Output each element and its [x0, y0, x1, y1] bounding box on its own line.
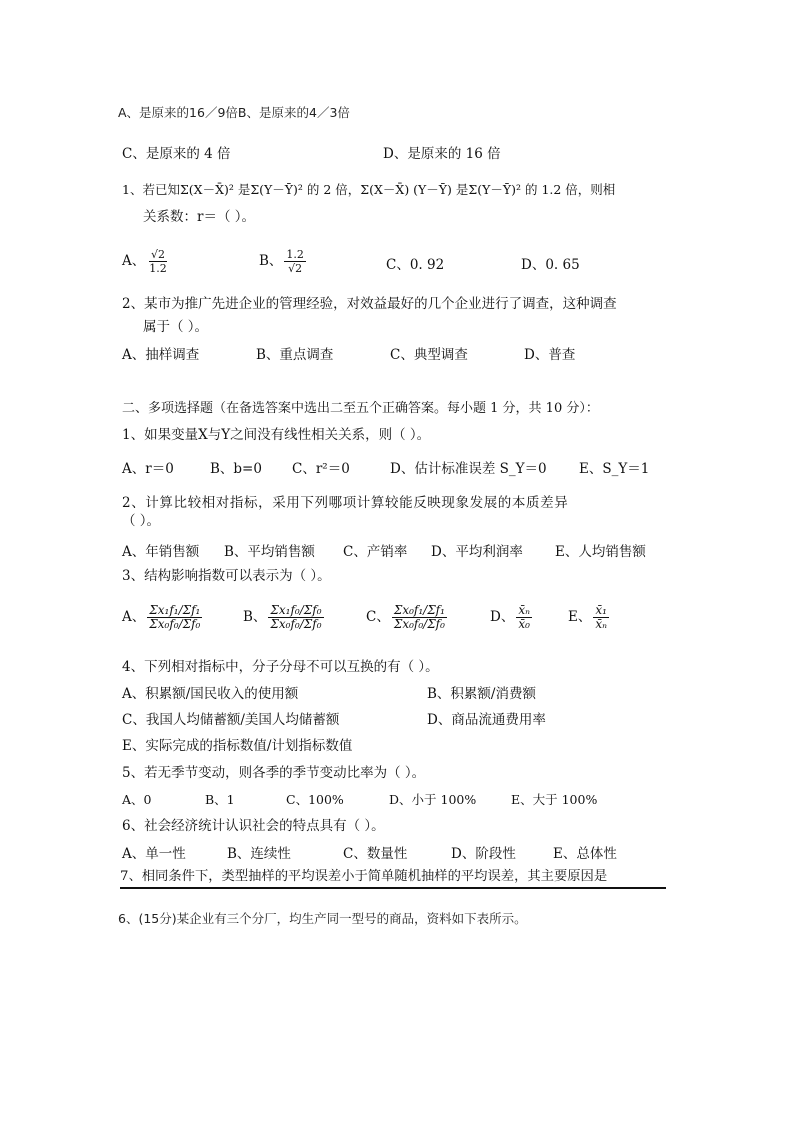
- prev-option-c: C、是原来的 4 倍: [122, 146, 231, 162]
- m3-option-e: E、 $\frac{\text{x̄₁}}{\text{x̄ₙ}}$: [568, 603, 607, 631]
- m3-option-c-fraction: $\frac{\text{Σx₀f₁/Σf₁}}{\text{Σx₀f₀/Σf₀}}$: [393, 603, 445, 631]
- m3-option-e-fraction: $\frac{\text{x̄₁}}{\text{x̄ₙ}}$: [595, 603, 607, 631]
- q2-option-d: D、普查: [524, 347, 576, 363]
- m2-option-a: A、年销售额: [122, 544, 200, 560]
- q1-option-b-fraction: $\frac{1.2}{√2}$: [286, 248, 304, 275]
- m3-option-c: C、 $\frac{\text{Σx₀f₁/Σf₁}}{\text{Σx₀f₀/Σf₀}}$: [366, 603, 445, 631]
- prev-option-d: D、是原来的 16 倍: [383, 146, 501, 162]
- m4-option-a: A、积累额/国民收入的使用额: [122, 686, 299, 702]
- m4-stem: 4、下列相对指标中，分子分母不可以互换的有（ ）。: [122, 659, 439, 675]
- q2-option-b: B、重点调查: [256, 347, 334, 363]
- m4-option-c: C、我国人均储蓄额/美国人均储蓄额: [122, 712, 340, 728]
- m6-option-e: E、总体性: [553, 846, 617, 862]
- q6-stem: 6、(15分)某企业有三个分厂，均生产同一型号的商品，资料如下表所示。: [118, 911, 527, 926]
- m3-option-d: D、 $\frac{\text{x̄ₙ}}{\text{x̄₀}}$: [490, 603, 530, 631]
- m1-stem: 1、如果变量X与Y之间没有线性相关关系，则（ ）。: [122, 427, 431, 443]
- q1-stem-line1: 1、若已知Σ(X－X̄)² 是Σ(Y－Ȳ)² 的 2 倍，Σ(X－X̄) (Y－Ȳ) 是Σ(Y－Ȳ)² 的 1.2 倍，则相: [122, 182, 616, 197]
- m3-option-a: A、 $\frac{\text{Σx₁f₁/Σf₁}}{\text{Σx₀f₀/Σf₀}}$: [122, 603, 201, 631]
- m3-option-a-fraction: $\frac{\text{Σx₁f₁/Σf₁}}{\text{Σx₀f₀/Σf₀}}$: [149, 603, 201, 631]
- prev-options-a-b: A、是原来的16／9倍B、是原来的4／3倍: [118, 105, 350, 120]
- q2-stem-line2: 属于（ ）。: [143, 319, 209, 335]
- m6-option-d: D、阶段性: [451, 846, 516, 862]
- m1-option-d: D、估计标准误差 S_Y＝0: [390, 461, 547, 477]
- m6-option-b: B、连续性: [227, 846, 291, 862]
- m5-option-d: D、小于 100%: [389, 792, 477, 807]
- m5-option-b: B、1: [205, 792, 235, 807]
- m2-option-d: D、平均利润率: [431, 544, 523, 560]
- m3-option-b: B、 $\frac{\text{Σx₁f₀/Σf₀}}{\text{Σx₀f₀/Σf₀}}$: [243, 603, 322, 631]
- q1-option-b: B、 $\frac{1.2}{√2}$: [259, 248, 304, 275]
- q1-option-d: D、0. 65: [521, 257, 580, 273]
- m3-option-b-fraction: $\frac{\text{Σx₁f₀/Σf₀}}{\text{Σx₀f₀/Σf₀}}$: [270, 603, 322, 631]
- m2-stem-line1: 2、计算比较相对指标，采用下列哪项计算较能反映现象发展的本质差异: [122, 495, 569, 511]
- m4-option-d: D、商品流通费用率: [427, 712, 546, 728]
- q1-option-a: A、 $\frac{√2}{1.2}$: [122, 248, 167, 275]
- m5-stem: 5、若无季节变动，则各季的季节变动比率为（ ）。: [122, 765, 426, 781]
- m6-option-c: C、数量性: [343, 846, 408, 862]
- m1-option-c: C、r²＝0: [292, 461, 350, 477]
- m5-option-c: C、100%: [286, 792, 344, 807]
- m4-option-e: E、实际完成的指标数值/计划指标数值: [122, 738, 353, 754]
- m2-option-c: C、产销率: [343, 544, 408, 560]
- m2-option-e: E、人均销售额: [555, 544, 646, 560]
- m2-stem-line2: （ ）。: [122, 513, 161, 529]
- m7-stem: 7、相同条件下，类型抽样的平均误差小于简单随机抽样的平均误差，其主要原因是: [120, 868, 666, 889]
- m5-option-a: A、0: [122, 792, 152, 807]
- m1-option-a: A、r＝0: [122, 461, 174, 477]
- q2-option-a: A、抽样调查: [122, 347, 200, 363]
- q1-option-a-fraction: $\frac{√2}{1.2}$: [149, 248, 167, 275]
- m4-option-b: B、积累额/消费额: [427, 686, 536, 702]
- m3-option-d-fraction: $\frac{\text{x̄ₙ}}{\text{x̄₀}}$: [518, 603, 530, 631]
- m6-stem: 6、社会经济统计认识社会的特点具有（ ）。: [122, 818, 385, 834]
- q1-stem-line2: 关系数：r＝（ ）。: [143, 209, 255, 225]
- m6-option-a: A、单一性: [122, 846, 186, 862]
- q1-option-c: C、0. 92: [386, 257, 445, 273]
- q2-option-c: C、典型调查: [390, 347, 468, 363]
- m1-option-b: B、b=0: [210, 461, 262, 477]
- m5-option-e: E、大于 100%: [511, 792, 598, 807]
- section-2-title: 二、多项选择题（在备选答案中选出二至五个正确答案。每小题 1 分，共 10 分）：: [122, 401, 599, 416]
- q2-stem-line1: 2、某市为推广先进企业的管理经验，对效益最好的几个企业进行了调查，这种调查: [122, 296, 617, 312]
- m2-option-b: B、平均销售额: [224, 544, 315, 560]
- m1-option-e: E、S_Y＝1: [579, 461, 650, 477]
- m3-stem: 3、结构影响指数可以表示为（ ）。: [122, 568, 331, 584]
